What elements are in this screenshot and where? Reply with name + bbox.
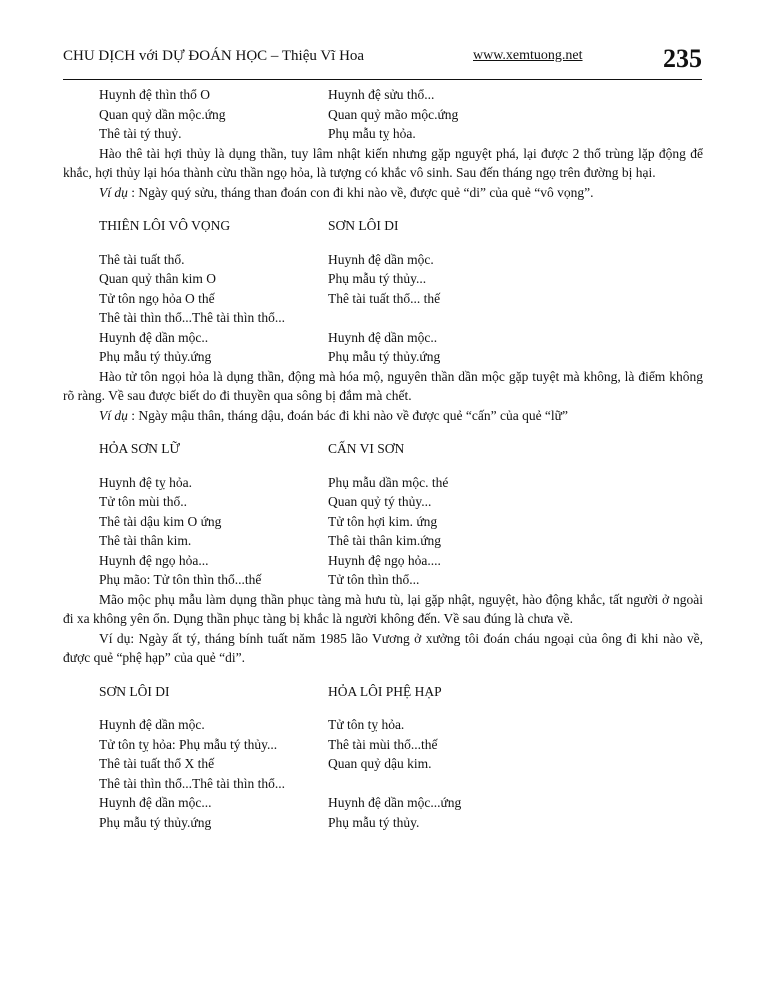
paragraph: Hào thê tài hợi thủy là dụng thần, tuy lâm nhật kiến nhưng gặp nguyệt phá, lại được 2 thổ trùng lặp động để khắc, hợi thủy lại hóa thành cừu thần ngọ hỏa, là tượng có khắc vô sinh. Sau đến tháng ngọ trên đường bị hại. (63, 145, 703, 180)
right-line: Quan quỷ tý thủy... (328, 494, 432, 509)
table-row (63, 715, 703, 735)
table-row (63, 269, 703, 289)
left-line: Thê tài tý thuỷ. (99, 126, 182, 141)
left-line: Thê tài thìn thổ...Thê tài thìn thổ... (99, 310, 285, 325)
hexagram-title: SƠN LÔI DI (99, 683, 170, 699)
table-row (63, 512, 703, 532)
table-row (63, 289, 703, 309)
right-line: Thê tài tuất thổ... thế (328, 290, 441, 306)
right-line: Tử tôn thìn thổ... (328, 572, 420, 587)
example-label: Ví dụ (99, 407, 128, 423)
hexagram-title: HỎA LÔI PHỆ HẠP (328, 683, 442, 699)
page-header (63, 44, 702, 80)
hexagram-title: SƠN LÔI DI (328, 218, 399, 233)
paragraph: Ví dụ: Ngày ất tý, tháng bính tuất năm 1985 lão Vương ở xưởng tôi đoán cháu ngoại của ông đi khi nào về, được quẻ “phệ hạp” của quẻ “di”. (63, 630, 703, 665)
table-row (63, 124, 703, 144)
header-divider (63, 79, 702, 80)
table-row (63, 531, 703, 551)
left-line: Tử tôn tỵ hỏa: Phụ mẫu tý thủy... (99, 736, 278, 752)
right-line: Phụ mẫu tý thủy.ứng (328, 349, 441, 364)
right-line: Huynh đệ sửu thổ... (328, 87, 435, 102)
example-text: : Ngày quý sửu, tháng than đoán con đi khi nào về, được quẻ “di” của quẻ “vô vọng”. (127, 184, 594, 200)
left-line: Huynh đệ dần mộc. (99, 717, 205, 732)
example-line (63, 406, 703, 426)
table-row (63, 492, 703, 512)
right-line: Tử tôn hợi kim. ứng (328, 513, 438, 529)
left-line: Phụ mẫu tý thủy.ứng (99, 349, 212, 364)
right-line: Thê tài thân kim.ứng (328, 533, 442, 548)
table-row (63, 774, 703, 794)
book-title: CHU DỊCH với DỰ ĐOÁN HỌC – Thiệu Vĩ Hoa (63, 48, 365, 64)
left-line: Thê tài thìn thổ...Thê tài thìn thổ... (99, 775, 285, 791)
right-line: Huynh đệ dần mộc...ứng (328, 795, 462, 810)
table-row (63, 735, 703, 755)
right-line: Thê tài mùi thổ...thế (328, 736, 438, 752)
right-line: Quan quỷ mão mộc.ứng (328, 106, 459, 122)
left-line: Thê tài tuất thổ. (99, 251, 185, 267)
table-row (63, 105, 703, 125)
table-header (63, 682, 703, 702)
table-row (63, 347, 703, 367)
left-line: Tử tôn mùi thổ.. (99, 494, 187, 509)
right-line: Huynh đệ dần mộc. (328, 251, 434, 267)
left-line: Quan quỷ thân kim O (99, 271, 216, 286)
right-line: Tử tôn tỵ hỏa. (328, 717, 405, 732)
table-row (63, 473, 703, 493)
left-line: Thê tài thân kim. (99, 533, 192, 548)
example-line (63, 183, 703, 203)
left-line: Huynh đệ dần mộc.. (99, 329, 209, 345)
right-line: Huynh đệ dần mộc.. (328, 329, 438, 345)
table-row (63, 551, 703, 571)
left-line: Huynh đệ dần mộc... (99, 795, 212, 810)
right-line: Phụ mẫu tý thủy... (328, 271, 427, 286)
page-body (63, 85, 703, 832)
left-line: Thê tài dậu kim O ứng (99, 513, 222, 529)
table-row (63, 85, 703, 105)
table-row (63, 754, 703, 774)
paragraph: Hào tử tôn ngọi hỏa là dụng thần, động mà hóa mộ, nguyên thần dần mộc gặp tuyệt mà không, là điểm không rõ ràng. Về sau được biết do đi thuyền qua sông bị đắm mà chết. (63, 368, 703, 403)
hexagram-title: CẤN VI SƠN (328, 441, 405, 456)
example-label: Ví dụ (99, 184, 128, 200)
table-row (63, 793, 703, 813)
table-row (63, 250, 703, 270)
example-text: : Ngày mậu thân, tháng dậu, đoán bác đi khi nào về được quẻ “cấn” của quẻ “lữ” (127, 407, 568, 423)
left-line: Thê tài tuất thổ X thế (99, 756, 215, 771)
left-line: Tử tôn ngọ hỏa O thế (99, 290, 215, 306)
right-line: Phụ mẫu tỵ hỏa. (328, 126, 416, 141)
right-line: Phụ mẫu dần mộc. thé (328, 474, 449, 490)
table-row (63, 328, 703, 348)
hexagram-table-4 (63, 682, 703, 833)
hexagram-table-3 (63, 439, 703, 590)
hexagram-title: THIÊN LÔI VÔ VỌNG (99, 218, 231, 233)
table-header (63, 216, 703, 236)
paragraph: Mão mộc phụ mẫu làm dụng thần phục tàng mà hưu tù, lại gặp nhật, nguyệt, hào động khắc, tất người ở ngoài đi xa không yên ổn. Dụng thần phục tàng bị khắc là người không đến. Về sau đúng là chưa về. (63, 591, 703, 626)
right-line: Huynh đệ ngọ hỏa.... (328, 552, 441, 568)
left-line: Quan quỷ dần mộc.ứng (99, 106, 226, 122)
left-line: Phụ mão: Tử tôn thìn thổ...thế (99, 572, 262, 587)
left-line: Huynh đệ thìn thổ O (99, 87, 210, 102)
hexagram-table-1 (63, 85, 703, 144)
left-line: Huynh đệ tỵ hỏa. (99, 474, 192, 490)
left-line: Huynh đệ ngọ hỏa... (99, 552, 209, 568)
right-line: Quan quỷ dậu kim. (328, 756, 432, 771)
table-row (63, 570, 703, 590)
hexagram-table-2 (63, 216, 703, 367)
hexagram-title: HỎA SƠN LỮ (99, 441, 180, 456)
right-line: Phụ mẫu tý thủy. (328, 814, 420, 830)
left-line: Phụ mẫu tý thủy.ứng (99, 814, 212, 830)
table-row (63, 308, 703, 328)
website-link[interactable]: www.xemtuong.net (473, 48, 583, 63)
table-header (63, 439, 703, 459)
table-row (63, 813, 703, 833)
page-number: 235 (663, 44, 702, 73)
